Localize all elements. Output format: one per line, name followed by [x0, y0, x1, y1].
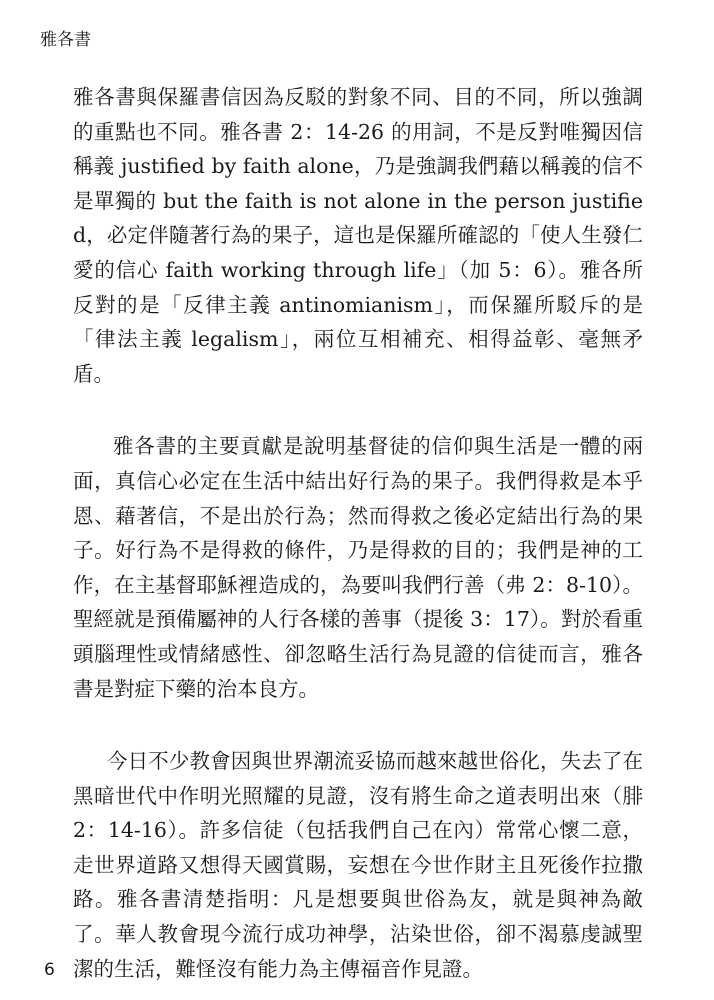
paragraph-1: 雅各書與保羅書信因為反駁的對象不同、目的不同，所以強調的重點也不同。雅各書 2：14-26 的用詞，不是反對唯獨因信稱義 justified by faith alone，乃是強調我們藉以稱義的信不是單獨的 but the faith is not alone in the person justified，必定伴隨著行為的果子，這也是保羅所確認的「使人生發仁愛的信心 faith working through life」（加 5：6）。雅各所反對的是「反律主義 antinomianism」，而保羅所駁斥的是「律法主義 legalism」，兩位互相補充、相得益彰、毫無矛盾。 — [73, 85, 643, 386]
page-body — [73, 80, 643, 986]
paragraph-2: 雅各書的主要貢獻是說明基督徒的信仰與生活是一體的兩面，真信心必定在生活中結出好行為的果子。我們得救是本乎恩、藉著信，不是出於行為；然而得救之後必定結出行為的果子。好行為不是得救的條件，乃是得救的目的；我們是神的工作，在主基督耶穌裡造成的，為要叫我們行善（弗 2：8-10）。聖經就是預備屬神的人行各樣的善事（提後 3：17）。對於看重頭腦理性或情緒感性、卻忽略生活行為見證的信徒而言，雅各書是對症下藥的治本良方。 — [73, 434, 643, 701]
page-number: 6 — [44, 960, 55, 980]
running-header: 雅各書 — [40, 30, 91, 50]
paragraph-3: 今日不少教會因與世界潮流妥協而越來越世俗化，失去了在黑暗世代中作明光照耀的見證，沒有將生命之道表明出來（腓 2：14-16）。許多信徒（包括我們自己在內）常常心懷二意，走世界道路又想得天國賞賜，妄想在今世作財主且死後作拉撒路。雅各書清楚指明：凡是想要與世俗為友，就是與神為敵了。華人教會現今流行成功神學，沾染世俗，卻不渴慕虔誠聖潔的生活，難怪沒有能力為主傳福音作見證。 — [73, 749, 643, 981]
